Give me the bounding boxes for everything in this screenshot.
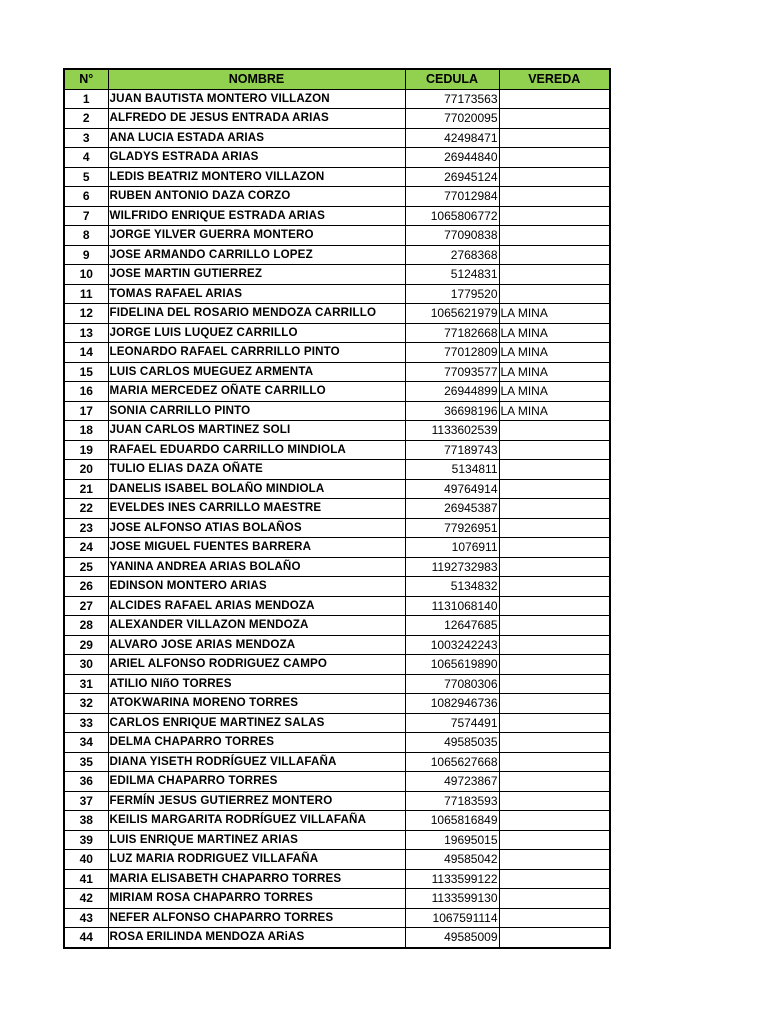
row-name-cell[interactable]: WILFRIDO ENRIQUE ESTRADA ARIAS [108,206,405,226]
header-vereda[interactable]: VEREDA [499,69,610,89]
row-name-cell[interactable]: CARLOS ENRIQUE MARTINEZ SALAS [108,713,405,733]
table-row [64,479,610,499]
row-number-cell[interactable]: 8 [64,226,108,246]
table-row [64,265,610,285]
row-vereda-cell[interactable] [499,479,610,499]
row-name-cell[interactable]: YANINA ANDREA ARIAS BOLAÑO [108,557,405,577]
header-cedula[interactable]: CEDULA [405,69,499,89]
row-number-cell[interactable]: 36 [64,772,108,792]
row-number-cell[interactable]: 43 [64,908,108,928]
row-vereda-cell[interactable] [499,577,610,597]
table-row [64,245,610,265]
row-vereda-cell[interactable] [499,635,610,655]
row-vereda-cell[interactable]: LA MINA [499,401,610,421]
row-number-cell[interactable]: 7 [64,206,108,226]
row-number-cell[interactable]: 17 [64,401,108,421]
header-number[interactable]: N° [64,69,108,89]
row-number-cell[interactable]: 14 [64,343,108,363]
row-number-cell[interactable]: 40 [64,850,108,870]
row-cedula-cell[interactable]: 77012809 [405,343,499,363]
row-vereda-cell[interactable]: LA MINA [499,323,610,343]
row-cedula-cell[interactable]: 7574491 [405,713,499,733]
row-cedula-cell[interactable]: 49585035 [405,733,499,753]
row-vereda-cell[interactable] [499,460,610,480]
row-cedula-cell[interactable]: 26944840 [405,148,499,168]
row-cedula-cell[interactable]: 77926951 [405,518,499,538]
row-name-cell[interactable]: RUBEN ANTONIO DAZA CORZO [108,187,405,207]
header-name[interactable]: NOMBRE [108,69,405,89]
row-number-cell[interactable]: 21 [64,479,108,499]
table-row [64,674,610,694]
row-cedula-cell[interactable]: 42498471 [405,128,499,148]
row-cedula-cell[interactable]: 77090838 [405,226,499,246]
row-number-cell[interactable]: 27 [64,596,108,616]
row-cedula-cell[interactable]: 1003242243 [405,635,499,655]
row-vereda-cell[interactable]: LA MINA [499,362,610,382]
header-row [64,69,610,89]
row-cedula-cell[interactable]: 77012984 [405,187,499,207]
row-cedula-cell[interactable]: 77173563 [405,89,499,109]
row-name-cell[interactable]: ARIEL ALFONSO RODRIGUEZ CAMPO [108,655,405,675]
row-vereda-cell[interactable]: LA MINA [499,382,610,402]
row-number-cell[interactable]: 1 [64,89,108,109]
row-number-cell[interactable]: 29 [64,635,108,655]
table-row [64,440,610,460]
row-number-cell[interactable]: 44 [64,928,108,948]
row-cedula-cell[interactable]: 49585042 [405,850,499,870]
row-cedula-cell[interactable]: 1065619890 [405,655,499,675]
row-vereda-cell[interactable] [499,148,610,168]
row-cedula-cell[interactable]: 77182668 [405,323,499,343]
row-cedula-cell[interactable]: 1065627668 [405,752,499,772]
row-name-cell[interactable]: ALEXANDER VILLAZON MENDOZA [108,616,405,636]
row-name-cell[interactable]: JOSE MARTIN GUTIERREZ [108,265,405,285]
row-cedula-cell[interactable]: 1082946736 [405,694,499,714]
row-number-cell[interactable]: 3 [64,128,108,148]
table-row [64,694,610,714]
row-number-cell[interactable]: 18 [64,421,108,441]
row-name-cell[interactable]: JOSE ALFONSO ATIAS BOLAÑOS [108,518,405,538]
row-vereda-cell[interactable] [499,772,610,792]
row-cedula-cell[interactable]: 36698196 [405,401,499,421]
row-cedula-cell[interactable]: 1133599122 [405,869,499,889]
row-vereda-cell[interactable] [499,889,610,909]
row-cedula-cell[interactable]: 5134832 [405,577,499,597]
row-cedula-cell[interactable]: 26945387 [405,499,499,519]
row-name-cell[interactable]: MIRIAM ROSA CHAPARRO TORRES [108,889,405,909]
row-number-cell[interactable]: 16 [64,382,108,402]
row-cedula-cell[interactable]: 1065621979 [405,304,499,324]
row-number-cell[interactable]: 30 [64,655,108,675]
row-vereda-cell[interactable] [499,733,610,753]
row-vereda-cell[interactable] [499,226,610,246]
row-vereda-cell[interactable] [499,187,610,207]
table-row [64,304,610,324]
row-number-cell[interactable]: 26 [64,577,108,597]
row-number-cell[interactable]: 42 [64,889,108,909]
row-vereda-cell[interactable] [499,128,610,148]
row-number-cell[interactable]: 31 [64,674,108,694]
table-row [64,928,610,948]
row-cedula-cell[interactable]: 1076911 [405,538,499,558]
table-row [64,908,610,928]
row-cedula-cell[interactable]: 77020095 [405,109,499,129]
row-vereda-cell[interactable] [499,830,610,850]
table-row [64,323,610,343]
table-row [64,421,610,441]
row-cedula-cell[interactable]: 49764914 [405,479,499,499]
row-number-cell[interactable]: 28 [64,616,108,636]
row-cedula-cell[interactable]: 1192732983 [405,557,499,577]
row-name-cell[interactable]: DANELIS ISABEL BOLAÑO MINDIOLA [108,479,405,499]
row-name-cell[interactable]: JOSE MIGUEL FUENTES BARRERA [108,538,405,558]
row-cedula-cell[interactable]: 77080306 [405,674,499,694]
row-cedula-cell[interactable]: 1067591114 [405,908,499,928]
row-cedula-cell[interactable]: 49585009 [405,928,499,948]
row-vereda-cell[interactable] [499,245,610,265]
row-vereda-cell[interactable] [499,908,610,928]
row-vereda-cell[interactable] [499,518,610,538]
table-row [64,89,610,109]
row-name-cell[interactable]: ALFREDO DE JESUS ENTRADA ARIAS [108,109,405,129]
table-row [64,109,610,129]
row-number-cell[interactable]: 13 [64,323,108,343]
row-vereda-cell[interactable] [499,674,610,694]
row-number-cell[interactable]: 33 [64,713,108,733]
row-number-cell[interactable]: 22 [64,499,108,519]
row-vereda-cell[interactable] [499,616,610,636]
row-name-cell[interactable]: JORGE LUIS LUQUEZ CARRILLO [108,323,405,343]
row-vereda-cell[interactable] [499,811,610,831]
row-name-cell[interactable]: LUZ MARIA RODRIGUEZ VILLAFAÑA [108,850,405,870]
table-row [64,148,610,168]
row-name-cell[interactable]: MARIA MERCEDEZ OÑATE CARRILLO [108,382,405,402]
row-name-cell[interactable]: EDINSON MONTERO ARIAS [108,577,405,597]
table-row [64,518,610,538]
row-cedula-cell[interactable]: 26944899 [405,382,499,402]
table-row [64,382,610,402]
table-row [64,499,610,519]
row-name-cell[interactable]: FIDELINA DEL ROSARIO MENDOZA CARRILLO [108,304,405,324]
row-number-cell[interactable]: 4 [64,148,108,168]
table-row [64,791,610,811]
row-vereda-cell[interactable] [499,109,610,129]
table-row [64,362,610,382]
table-row [64,460,610,480]
table-row [64,869,610,889]
row-name-cell[interactable]: ALVARO JOSE ARIAS MENDOZA [108,635,405,655]
row-cedula-cell[interactable]: 1131068140 [405,596,499,616]
row-name-cell[interactable]: LEDIS BEATRIZ MONTERO VILLAZON [108,167,405,187]
row-number-cell[interactable]: 11 [64,284,108,304]
row-vereda-cell[interactable] [499,206,610,226]
table-row [64,167,610,187]
row-number-cell[interactable]: 35 [64,752,108,772]
row-number-cell[interactable]: 12 [64,304,108,324]
table-row [64,850,610,870]
table-row [64,635,610,655]
row-cedula-cell[interactable]: 5134811 [405,460,499,480]
table-row [64,226,610,246]
row-cedula-cell[interactable]: 1133602539 [405,421,499,441]
row-name-cell[interactable]: EDILMA CHAPARRO TORRES [108,772,405,792]
row-number-cell[interactable]: 37 [64,791,108,811]
row-name-cell[interactable]: JUAN CARLOS MARTINEZ SOLI [108,421,405,441]
row-vereda-cell[interactable]: LA MINA [499,304,610,324]
row-name-cell[interactable]: TULIO ELIAS DAZA OÑATE [108,460,405,480]
row-cedula-cell[interactable]: 49723867 [405,772,499,792]
row-cedula-cell[interactable]: 12647685 [405,616,499,636]
row-vereda-cell[interactable] [499,557,610,577]
row-vereda-cell[interactable] [499,752,610,772]
row-name-cell[interactable]: JORGE YILVER GUERRA MONTERO [108,226,405,246]
row-vereda-cell[interactable] [499,284,610,304]
row-number-cell[interactable]: 10 [64,265,108,285]
row-vereda-cell[interactable]: LA MINA [499,343,610,363]
row-cedula-cell[interactable]: 1065806772 [405,206,499,226]
row-name-cell[interactable]: LUIS ENRIQUE MARTINEZ ARIAS [108,830,405,850]
row-cedula-cell[interactable]: 5124831 [405,265,499,285]
row-vereda-cell[interactable] [499,167,610,187]
table-row [64,752,610,772]
table-row [64,206,610,226]
row-name-cell[interactable]: LEONARDO RAFAEL CARRRILLO PINTO [108,343,405,363]
row-name-cell[interactable]: JUAN BAUTISTA MONTERO VILLAZON [108,89,405,109]
row-name-cell[interactable]: RAFAEL EDUARDO CARRILLO MINDIOLA [108,440,405,460]
row-number-cell[interactable]: 38 [64,811,108,831]
table-row [64,655,610,675]
row-cedula-cell[interactable]: 77189743 [405,440,499,460]
row-number-cell[interactable]: 9 [64,245,108,265]
row-number-cell[interactable]: 23 [64,518,108,538]
row-name-cell[interactable]: KEILIS MARGARITA RODRÍGUEZ VILLAFAÑA [108,811,405,831]
row-name-cell[interactable]: ALCIDES RAFAEL ARIAS MENDOZA [108,596,405,616]
row-name-cell[interactable]: FERMÍN JESUS GUTIERREZ MONTERO [108,791,405,811]
table-row [64,284,610,304]
row-name-cell[interactable]: ATILIO NIñO TORRES [108,674,405,694]
row-name-cell[interactable]: TOMAS RAFAEL ARIAS [108,284,405,304]
row-name-cell[interactable]: SONIA CARRILLO PINTO [108,401,405,421]
table-row [64,596,610,616]
row-vereda-cell[interactable] [499,265,610,285]
row-name-cell[interactable]: NEFER ALFONSO CHAPARRO TORRES [108,908,405,928]
row-number-cell[interactable]: 19 [64,440,108,460]
row-number-cell[interactable]: 41 [64,869,108,889]
table-row [64,713,610,733]
row-number-cell[interactable]: 32 [64,694,108,714]
row-number-cell[interactable]: 6 [64,187,108,207]
row-cedula-cell[interactable]: 1133599130 [405,889,499,909]
table-row [64,187,610,207]
row-name-cell[interactable]: EVELDES INES CARRILLO MAESTRE [108,499,405,519]
table-row [64,830,610,850]
row-vereda-cell[interactable] [499,850,610,870]
row-vereda-cell[interactable] [499,596,610,616]
spreadsheet-sheet [63,68,611,949]
row-cedula-cell[interactable]: 77093577 [405,362,499,382]
row-number-cell[interactable]: 34 [64,733,108,753]
table-row [64,616,610,636]
table-row [64,128,610,148]
row-name-cell[interactable]: LUIS CARLOS MUEGUEZ ARMENTA [108,362,405,382]
row-number-cell[interactable]: 5 [64,167,108,187]
beneficiaries-table [63,68,611,949]
row-vereda-cell[interactable] [499,713,610,733]
row-vereda-cell[interactable] [499,538,610,558]
row-name-cell[interactable]: DIANA YISETH RODRÍGUEZ VILLAFAÑA [108,752,405,772]
row-vereda-cell[interactable] [499,869,610,889]
row-vereda-cell[interactable] [499,928,610,948]
row-vereda-cell[interactable] [499,655,610,675]
row-cedula-cell[interactable]: 2768368 [405,245,499,265]
row-number-cell[interactable]: 15 [64,362,108,382]
row-number-cell[interactable]: 39 [64,830,108,850]
row-vereda-cell[interactable] [499,694,610,714]
row-cedula-cell[interactable]: 26945124 [405,167,499,187]
row-number-cell[interactable]: 24 [64,538,108,558]
row-vereda-cell[interactable] [499,89,610,109]
table-row [64,557,610,577]
table-row [64,538,610,558]
row-name-cell[interactable]: GLADYS ESTRADA ARIAS [108,148,405,168]
table-row [64,889,610,909]
table-row [64,343,610,363]
row-cedula-cell[interactable]: 77183593 [405,791,499,811]
row-name-cell[interactable]: ROSA ERILINDA MENDOZA ARiAS [108,928,405,948]
table-row [64,733,610,753]
row-name-cell[interactable]: MARIA ELISABETH CHAPARRO TORRES [108,869,405,889]
row-name-cell[interactable]: ATOKWARINA MORENO TORRES [108,694,405,714]
table-row [64,772,610,792]
row-vereda-cell[interactable] [499,440,610,460]
row-cedula-cell[interactable]: 19695015 [405,830,499,850]
row-name-cell[interactable]: DELMA CHAPARRO TORRES [108,733,405,753]
row-vereda-cell[interactable] [499,421,610,441]
table-row [64,401,610,421]
row-number-cell[interactable]: 2 [64,109,108,129]
row-cedula-cell[interactable]: 1065816849 [405,811,499,831]
row-cedula-cell[interactable]: 1779520 [405,284,499,304]
table-row [64,577,610,597]
row-name-cell[interactable]: ANA LUCIA ESTADA ARIAS [108,128,405,148]
table-row [64,811,610,831]
row-vereda-cell[interactable] [499,499,610,519]
row-number-cell[interactable]: 25 [64,557,108,577]
row-number-cell[interactable]: 20 [64,460,108,480]
row-name-cell[interactable]: JOSE ARMANDO CARRILLO LOPEZ [108,245,405,265]
row-vereda-cell[interactable] [499,791,610,811]
